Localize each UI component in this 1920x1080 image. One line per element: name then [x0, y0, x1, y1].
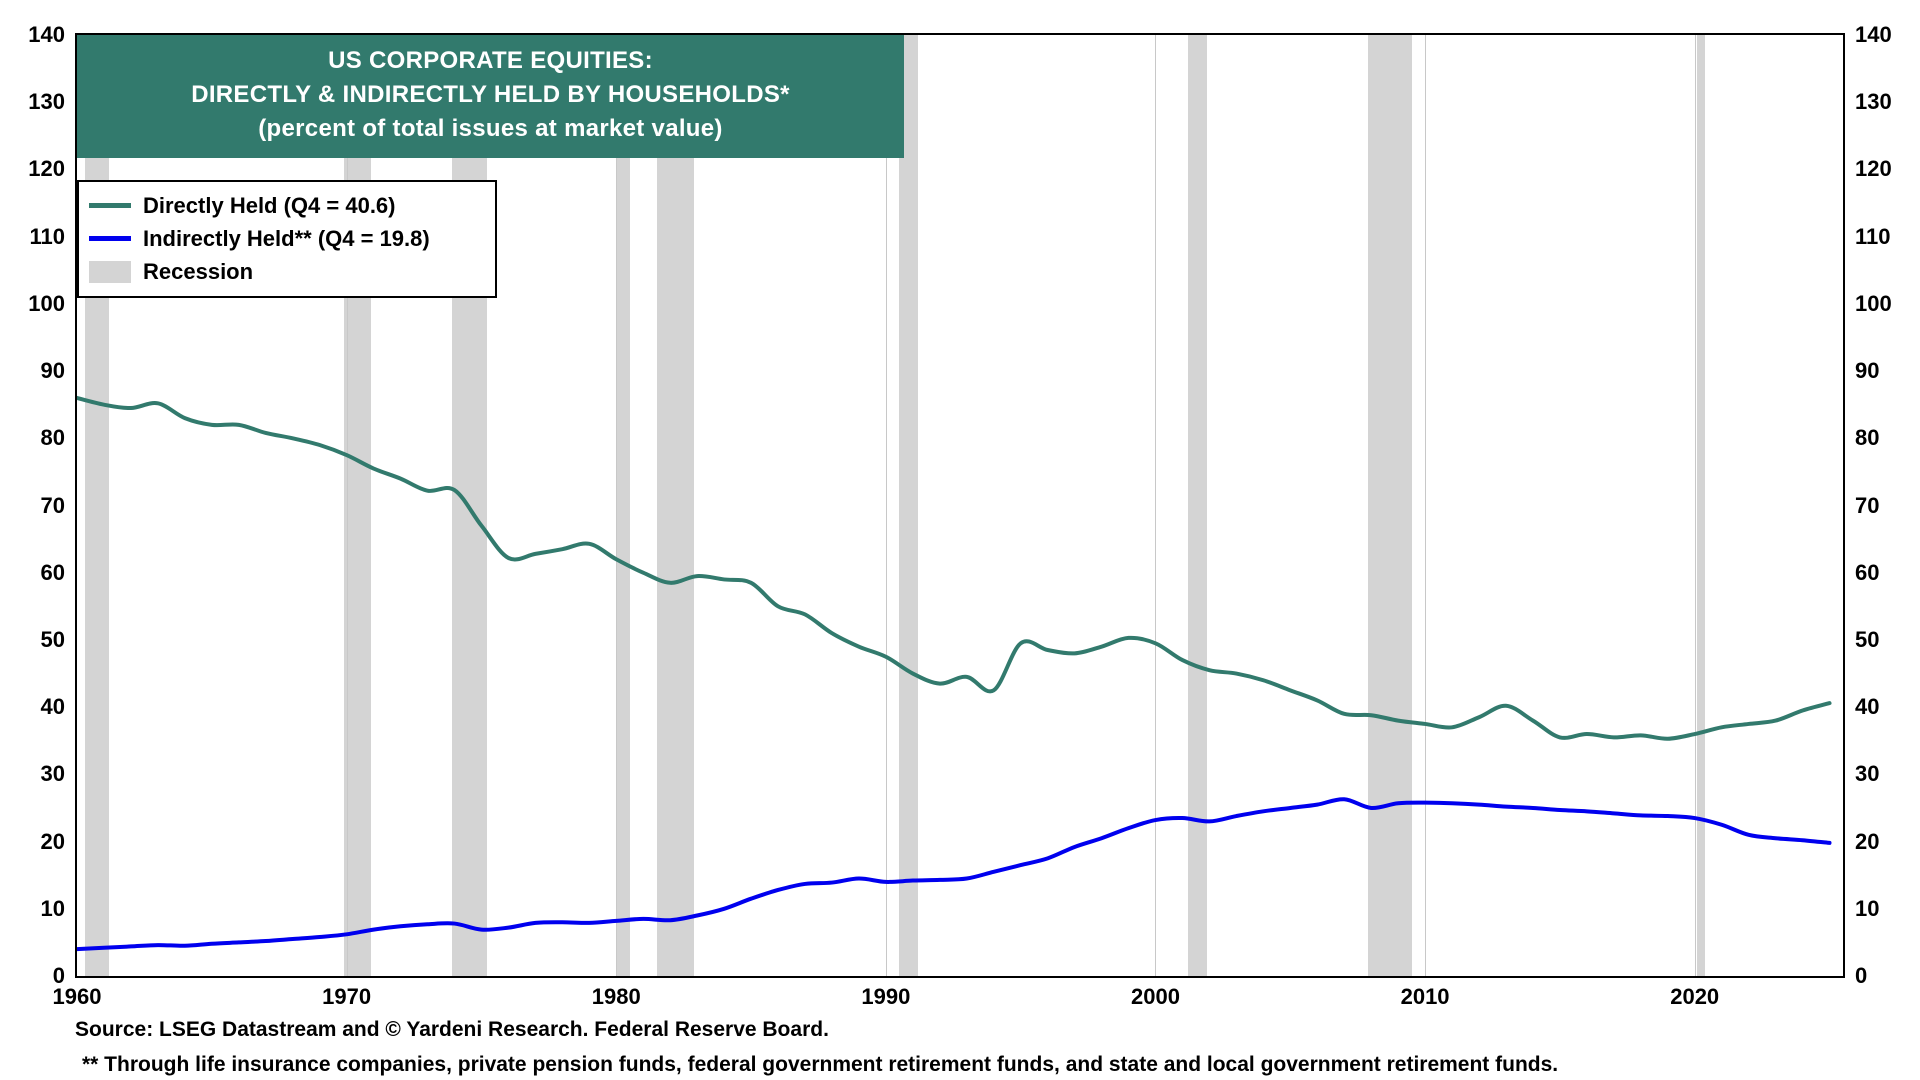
y-tick-right-50: 50	[1855, 626, 1880, 652]
y-tick-right-0: 0	[1855, 963, 1868, 988]
y-tick-right-90: 90	[1855, 358, 1880, 384]
x-tick-1960: 1960	[52, 984, 102, 1009]
chart-title-line-1: US CORPORATE EQUITIES:	[328, 47, 653, 74]
plot-area	[75, 33, 1845, 978]
legend-label-directly-held: Directly Held (Q4 = 40.6)	[143, 192, 396, 218]
y-tick-left-110: 110	[29, 223, 65, 249]
chart-title-line-3: (percent of total issues at market value)	[258, 115, 723, 143]
y-tick-left-100: 100	[28, 290, 65, 316]
series-lines	[77, 35, 1843, 976]
legend-swatch-recession	[89, 261, 131, 283]
x-tick-1980: 1980	[591, 984, 641, 1009]
y-tick-left-40: 40	[40, 694, 65, 720]
y-tick-right-110: 110	[1855, 223, 1891, 249]
y-tick-left-130: 130	[28, 89, 65, 115]
y-tick-right-60: 60	[1855, 559, 1880, 585]
legend-item-directly-held	[89, 189, 485, 222]
x-tick-1990: 1990	[861, 984, 911, 1009]
legend-item-indirectly-held	[89, 222, 485, 255]
y-tick-right-130: 130	[1855, 89, 1892, 115]
x-tick-2020: 2020	[1670, 984, 1720, 1009]
y-tick-right-30: 30	[1855, 761, 1880, 787]
y-tick-left-10: 10	[40, 895, 65, 921]
y-tick-right-140: 140	[1855, 22, 1892, 47]
legend-label-indirectly-held: Indirectly Held** (Q4 = 19.8)	[143, 225, 430, 251]
legend-label-recession: Recession	[143, 258, 254, 284]
y-tick-left-30: 30	[40, 761, 65, 787]
series-line-directly-held	[77, 398, 1830, 739]
footnote-star: ** Through life insurance companies, private pension funds, federal government retirement funds, and state and local government retirement funds.	[82, 1053, 1559, 1076]
chart-title-line-2: DIRECTLY & INDIRECTLY HELD BY HOUSEHOLDS*	[191, 81, 790, 109]
legend-swatch-indirectly-held	[89, 236, 131, 241]
y-tick-left-120: 120	[28, 156, 65, 182]
x-tick-1970: 1970	[322, 984, 372, 1009]
y-tick-left-20: 20	[40, 828, 65, 854]
y-tick-right-20: 20	[1855, 828, 1880, 854]
y-tick-left-140: 140	[28, 22, 65, 47]
source-note: Source: LSEG Datastream and © Yardeni Research. Federal Reserve Board.	[75, 1018, 829, 1041]
y-tick-right-70: 70	[1855, 492, 1880, 518]
legend-swatch-directly-held	[89, 203, 131, 208]
y-tick-left-80: 80	[40, 425, 65, 451]
y-tick-left-70: 70	[40, 492, 65, 518]
y-tick-left-90: 90	[40, 358, 65, 384]
y-tick-right-80: 80	[1855, 425, 1880, 451]
y-tick-right-100: 100	[1855, 290, 1892, 316]
y-tick-right-120: 120	[1855, 156, 1892, 182]
y-tick-left-60: 60	[40, 559, 65, 585]
legend-item-recession	[89, 255, 485, 288]
y-tick-right-40: 40	[1855, 694, 1880, 720]
chart-title-banner	[77, 35, 904, 158]
chart-legend	[77, 180, 497, 298]
x-tick-2010: 2010	[1400, 984, 1450, 1009]
y-tick-left-50: 50	[40, 626, 65, 652]
y-tick-left-0: 0	[52, 963, 65, 988]
x-tick-2000: 2000	[1130, 984, 1180, 1009]
series-line-indirectly-held	[77, 799, 1830, 949]
y-tick-right-10: 10	[1855, 895, 1880, 921]
